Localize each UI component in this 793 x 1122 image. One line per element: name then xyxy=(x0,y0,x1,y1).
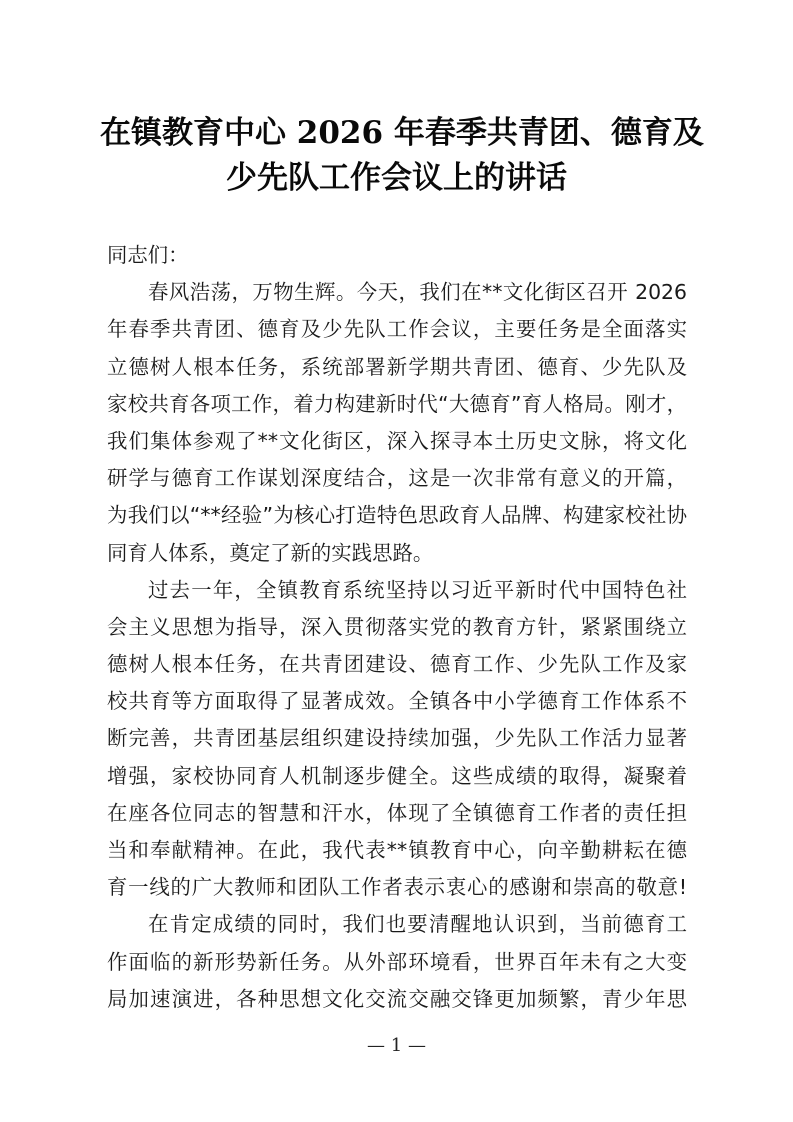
paragraph-line: 当和奉献精神。在此，我代表**镇教育中心，向辛勤耕耘在德 xyxy=(107,838,687,862)
paragraph-line: 会主义思想为指导，深入贯彻落实党的教育方针，紧紧围绕立 xyxy=(107,614,687,639)
paragraph-2 xyxy=(107,572,687,907)
title-line-2: 少先队工作会议上的讲话 xyxy=(226,160,567,196)
paragraph-line: 立德树人根本任务，系统部署新学期共青团、德育、少先队及 xyxy=(107,354,687,379)
paragraph-line: 过去一年，全镇教育系统坚持以习近平新时代中国特色社 xyxy=(148,577,687,602)
title-line-1: 在镇教育中心 2026 年春季共青团、德育及 xyxy=(100,115,704,151)
paragraph-line: 我们集体参观了**文化街区，深入探寻本土历史文脉，将文化 xyxy=(107,428,687,453)
paragraph-line: 作面临的新形势新任务。从外部环境看，世界百年未有之大变 xyxy=(107,949,687,974)
paragraph-line: 在座各位同志的智慧和汗水，体现了全镇德育工作者的责任担 xyxy=(107,800,687,825)
paragraph-line: 在肯定成绩的同时，我们也要清醒地认识到，当前德育工 xyxy=(148,912,687,937)
paragraph-line: 育一线的广大教师和团队工作者表示衷心的感谢和崇高的敬意! xyxy=(107,875,687,900)
paragraph-line: 校共育等方面取得了显著成效。全镇各中小学德育工作体系不 xyxy=(107,689,687,714)
paragraph-line: 增强，家校协同育人机制逐步健全。这些成绩的取得，凝聚着 xyxy=(107,763,687,788)
page-number: — 1 — xyxy=(367,1035,426,1056)
paragraph-line: 研学与德育工作谋划深度结合，这是一次非常有意义的开篇， xyxy=(107,466,687,491)
paragraph-1 xyxy=(107,274,687,572)
document-body xyxy=(107,237,687,1018)
paragraph-line: 为我们以“**经验”为核心打造特色思政育人品牌、构建家校社协 xyxy=(107,503,687,528)
paragraph-line: 局加速演进，各种思想文化交流交融交锋更加频繁，青少年思 xyxy=(107,986,687,1011)
paragraph-line: 家校共育各项工作，着力构建新时代“大德育”育人格局。刚才， xyxy=(107,391,687,416)
salutation: 同志们： xyxy=(107,243,189,267)
paragraph-3 xyxy=(107,906,687,1018)
paragraph-line: 断完善，共青团基层组织建设持续加强，少先队工作活力显著 xyxy=(107,726,687,751)
paragraph-line: 德树人根本任务，在共青团建设、德育工作、少先队工作及家 xyxy=(107,652,687,677)
document-title xyxy=(100,111,704,201)
paragraph-line: 春风浩荡，万物生辉。今天，我们在**文化街区召开 2026 xyxy=(148,280,687,305)
paragraph-line: 年春季共青团、德育及少先队工作会议，主要任务是全面落实 xyxy=(107,317,687,342)
paragraph-line: 同育人体系，奠定了新的实践思路。 xyxy=(107,540,434,565)
